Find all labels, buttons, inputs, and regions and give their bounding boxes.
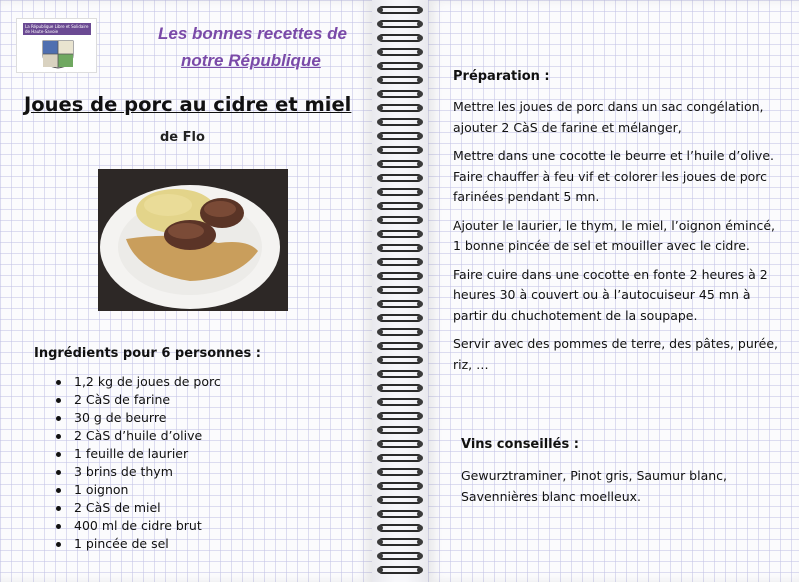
spiral-ring [378, 272, 422, 282]
ingredient-item: 2 CàS d’huile d’olive [52, 427, 221, 445]
spiral-ring [378, 216, 422, 226]
wines-heading: Vins conseillés : [461, 437, 579, 452]
spiral-ring [378, 398, 422, 408]
ingredient-item: 1 feuille de laurier [52, 445, 221, 463]
series-title-line2: notre République [181, 51, 321, 70]
spiral-ring [378, 20, 422, 30]
spiral-ring [378, 286, 422, 296]
spiral-ring [378, 356, 422, 366]
spiral-ring [378, 244, 422, 254]
preparation-step: Ajouter le laurier, le thym, le miel, l’oignon émincé, 1 bonne pincée de sel et mouiller avec le cidre. [453, 217, 776, 253]
spiral-ring [378, 426, 422, 436]
spiral-ring [378, 62, 422, 72]
ingredient-item: 400 ml de cidre brut [52, 517, 221, 535]
spiral-ring [378, 314, 422, 324]
preparation-heading: Préparation : [453, 69, 550, 84]
ingredient-item: 1 pincée de sel [52, 535, 221, 553]
republic-logo [16, 18, 97, 73]
spiral-ring [378, 132, 422, 142]
preparation-step: Servir avec des pommes de terre, des pâtes, purée, riz, … [453, 336, 779, 372]
coat-of-arms-icon [41, 39, 75, 69]
dish-photo [98, 169, 288, 311]
spiral-ring [378, 160, 422, 170]
spiral-ring [378, 48, 422, 58]
spiral-ring [378, 384, 422, 394]
spiral-ring [378, 342, 422, 352]
series-title-line1: Les bonnes recettes de [158, 24, 347, 43]
spiral-ring [378, 258, 422, 268]
spiral-ring [378, 6, 422, 16]
ingredient-item: 30 g de beurre [52, 409, 221, 427]
spiral-ring [378, 468, 422, 478]
ingredient-item: 2 CàS de farine [52, 391, 221, 409]
ingredients-heading: Ingrédients pour 6 personnes : [34, 346, 261, 361]
spiral-ring [378, 230, 422, 240]
spiral-ring [378, 328, 422, 338]
preparation-step: Faire cuire dans une cocotte en fonte 2 heures à 2 heures 30 à couvert ou à l’autocuiseur 45 mn à partir du chuchotement de la soupape. [453, 266, 768, 323]
spiral-ring [378, 552, 422, 562]
spiral-ring [378, 440, 422, 450]
preparation-step: Mettre dans une cocotte le beurre et l’huile d’olive. Faire chauffer à feu vif et colorer les joues de porc farinées pendant 5 mn. [453, 148, 774, 204]
plated-dish-icon [98, 169, 288, 311]
recipe-author: de Flo [160, 130, 205, 145]
ingredient-item: 1 oignon [52, 481, 221, 499]
spiral-ring [378, 412, 422, 422]
logo-text: La République Libre et Solidaire de Haute-Savoie [25, 24, 89, 34]
recipe-title: Joues de porc au cidre et miel [24, 93, 352, 116]
spiral-ring [378, 482, 422, 492]
spiral-ring [378, 146, 422, 156]
ingredient-item: 2 CàS de miel [52, 499, 221, 517]
spiral-ring [378, 566, 422, 576]
spiral-ring [378, 76, 422, 86]
spiral-ring [378, 118, 422, 128]
spiral-ring [378, 174, 422, 184]
spiral-ring [378, 524, 422, 534]
wines-text: Gewurztraminer, Pinot gris, Saumur blanc, Savennières blanc moelleux. [461, 468, 728, 504]
spiral-ring [378, 496, 422, 506]
ingredient-item: 3 brins de thym [52, 463, 221, 481]
preparation-step: Mettre les joues de porc dans un sac congélation, ajouter 2 CàS de farine et mélanger, [453, 99, 764, 135]
preparation-steps [453, 97, 783, 383]
spiral-ring [378, 90, 422, 100]
ingredient-item: 1,2 kg de joues de porc [52, 373, 221, 391]
spiral-ring [378, 202, 422, 212]
spiral-ring [378, 104, 422, 114]
spiral-ring [378, 370, 422, 380]
spiral-binding [372, 0, 428, 582]
spiral-ring [378, 300, 422, 310]
spiral-ring [378, 188, 422, 198]
spiral-ring [378, 34, 422, 44]
spiral-ring [378, 510, 422, 520]
spiral-ring [378, 538, 422, 548]
spiral-ring [378, 454, 422, 464]
ingredients-list [52, 373, 221, 553]
